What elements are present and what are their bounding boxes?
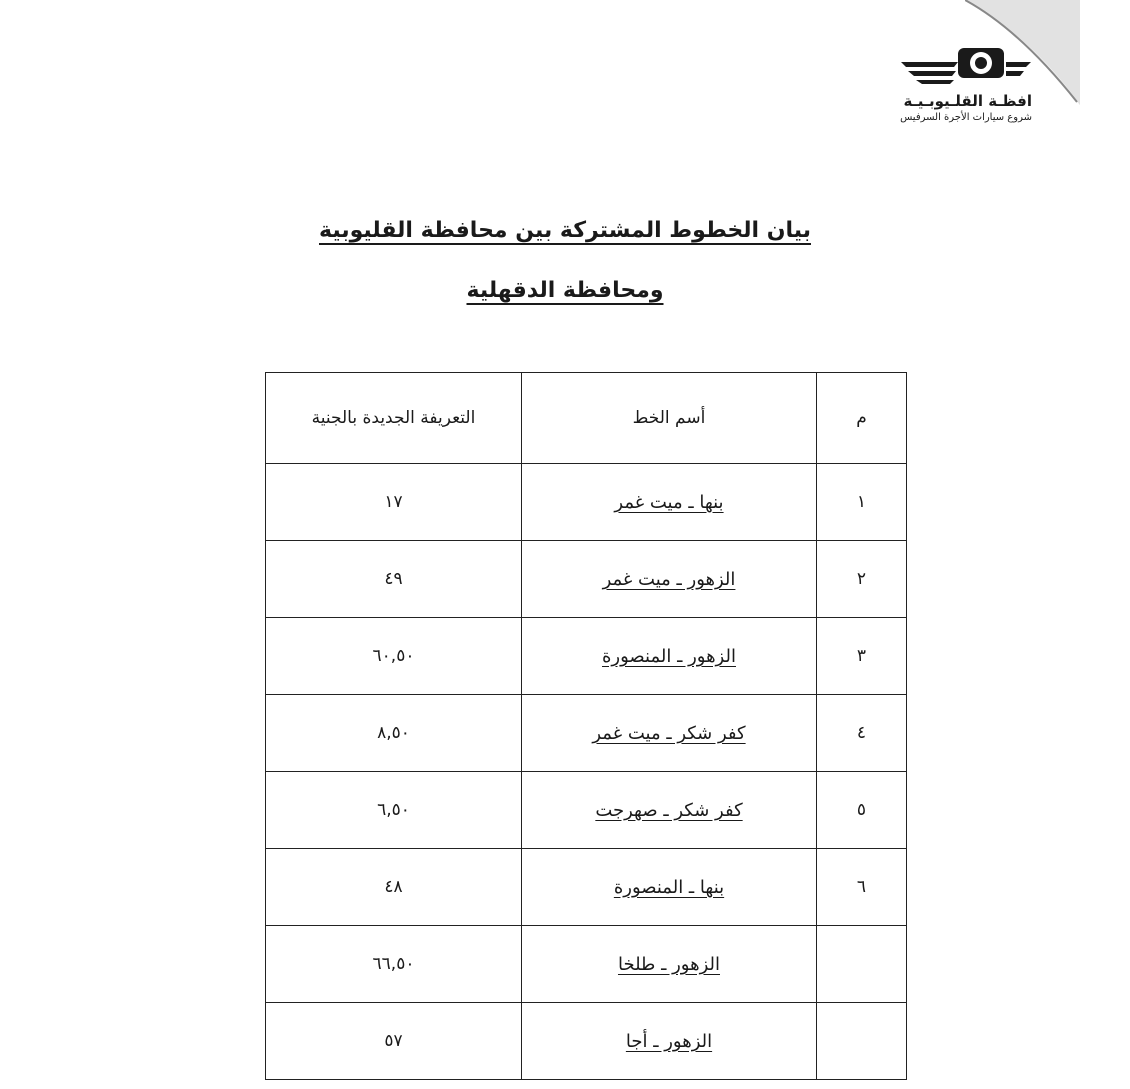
table-row [266, 849, 907, 926]
table-row [266, 695, 907, 772]
header-number: م [817, 373, 907, 464]
row-fare: ٦٠,٥٠ [266, 618, 522, 695]
line-name-text: الزهور ـ طلخا [617, 953, 720, 975]
row-line-name [522, 1003, 817, 1080]
row-fare: ٥٧ [266, 1003, 522, 1080]
line-name-text: كفر شكر ـ ميت غمر [592, 722, 746, 744]
logo-subtitle: شروع سيارات الأجرة السرفيس [900, 112, 1032, 123]
title-line-1: بيان الخطوط المشتركة بين محافظة القليوبية [319, 218, 811, 243]
document-title [0, 218, 1130, 243]
row-number: ٦ [817, 849, 907, 926]
table-row [266, 464, 907, 541]
fares-table [265, 372, 907, 1080]
row-number: ٤ [817, 695, 907, 772]
row-fare: ٤٩ [266, 541, 522, 618]
line-name-text: الزهور ـ المنصورة [602, 645, 736, 667]
line-name-text: كفر شكر ـ صهرجت [595, 799, 743, 821]
row-line-name [522, 695, 817, 772]
row-number: ٢ [817, 541, 907, 618]
table-row [266, 1003, 907, 1080]
table-row [266, 926, 907, 1003]
row-line-name [522, 618, 817, 695]
row-number: ٥ [817, 772, 907, 849]
table-row [266, 541, 907, 618]
row-number [817, 926, 907, 1003]
row-fare: ٤٨ [266, 849, 522, 926]
row-number: ٣ [817, 618, 907, 695]
car-wings-emblem-icon [896, 40, 1036, 90]
header-fare: التعريفة الجديدة بالجنية [266, 373, 522, 464]
table-header-row [266, 373, 907, 464]
title-line-2: ومحافظة الدقهلية [466, 278, 664, 303]
row-line-name [522, 926, 817, 1003]
row-line-name [522, 541, 817, 618]
row-fare: ٦٦,٥٠ [266, 926, 522, 1003]
line-name-text: بنها ـ ميت غمر [614, 491, 724, 513]
row-fare: ١٧ [266, 464, 522, 541]
row-number: ١ [817, 464, 907, 541]
table-row [266, 772, 907, 849]
row-line-name [522, 464, 817, 541]
row-fare: ٨,٥٠ [266, 695, 522, 772]
row-line-name [522, 772, 817, 849]
table-row [266, 618, 907, 695]
row-line-name [522, 849, 817, 926]
line-name-text: بنها ـ المنصورة [613, 876, 725, 898]
document-subtitle [0, 278, 1130, 303]
governorate-logo [884, 40, 1084, 130]
line-name-text: الزهور ـ ميت غمر [602, 568, 736, 590]
header-line-name: أسم الخط [522, 373, 817, 464]
line-name-text: الزهور ـ أجا [625, 1030, 713, 1052]
row-number [817, 1003, 907, 1080]
logo-title: افظـة القلـيوبـيـة [903, 92, 1032, 110]
row-fare: ٦,٥٠ [266, 772, 522, 849]
